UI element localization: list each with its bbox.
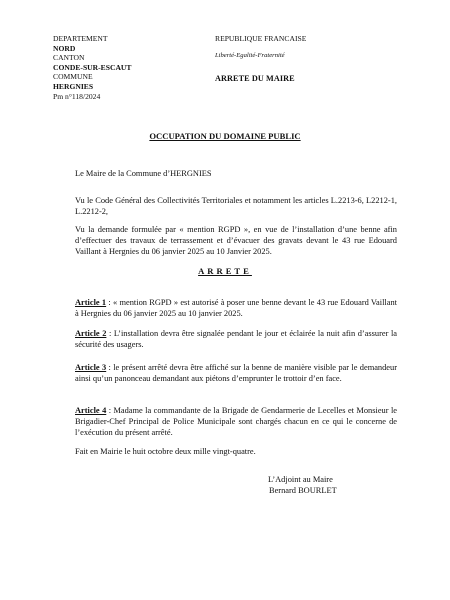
commune-name: HERGNIES: [53, 81, 94, 91]
article-1-label: Article 1: [75, 298, 107, 307]
article-3: [75, 362, 397, 384]
fait-en-mairie: Fait en Mairie le huit octobre deux mille vingt-quatre.: [75, 447, 256, 456]
article-2-label: Article 2: [75, 329, 107, 338]
article-3-text: : le présent arrêté devra être affiché sur la benne de manière visible par le demandeur ainsi qu’un panonceau demandant aux piétons d’emprunter le trottoir d’en face.: [75, 363, 397, 383]
intro-line: Le Maire de la Commune d’HERGNIES: [75, 169, 212, 178]
reference-number: Pm n°118/2024: [53, 91, 101, 101]
article-4-label: Article 4: [75, 406, 107, 415]
header-left-block: [53, 34, 203, 101]
arrete-heading-center: ARRETE: [198, 266, 252, 276]
commune-label: COMMUNE: [53, 72, 93, 82]
article-2: [75, 328, 397, 350]
article-3-label: Article 3: [75, 363, 107, 372]
arrete-heading: ARRETE DU MAIRE: [215, 73, 295, 83]
signature-role: L’Adjoint au Maire: [268, 475, 333, 484]
vu-demande-paragraph: Vu la demande formulée par « mention RGPD », en vue de l’installation d’une benne afin d’effectuer des travaux de terrassement et d’évacuer des gravats devant le 43 rue Edouard Vaillant à Hergnies du 06 janvier 2025 au 10 Janvier 2025.: [75, 225, 397, 256]
signature-block: [268, 475, 337, 496]
article-4-text: : Madame la commandante de la Brigade de Gendarmerie de Lecelles et Monsieur le Brigadier-Chef Principal de Police Municipale sont chargés chacun en ce qui le concerne de l’exécution du présent arrêté.: [75, 406, 397, 437]
article-1-text: : « mention RGPD » est autorisé à poser une benne devant le 43 rue Edouard Vaillant à Hergnies du 06 janvier 2025 au 10 janvier 2025.: [75, 298, 397, 318]
department-name: NORD: [53, 43, 76, 53]
republic-label: REPUBLIQUE FRANCAISE: [215, 34, 307, 43]
republic-motto: Liberté-Egalité-Fraternité: [215, 51, 285, 59]
document-title: OCCUPATION DU DOMAINE PUBLIC: [149, 131, 301, 141]
header-right-block: [215, 34, 415, 83]
canton-name: CONDE-SUR-ESCAUT: [53, 62, 132, 72]
vu-code-paragraph: Vu le Code Général des Collectivités Territoriales et notamment les articles L.2213-6, L2212-1, L.2212-2,: [75, 196, 397, 216]
signature-name: Bernard BOURLET: [269, 485, 337, 495]
article-2-text: : L’installation devra être signalée pendant le jour et éclairée la nuit afin d’assurer la sécurité des usagers.: [75, 329, 397, 349]
article-1: [75, 297, 397, 319]
department-label: DEPARTEMENT: [53, 34, 108, 43]
article-4: [75, 405, 397, 438]
canton-label: CANTON: [53, 53, 85, 63]
